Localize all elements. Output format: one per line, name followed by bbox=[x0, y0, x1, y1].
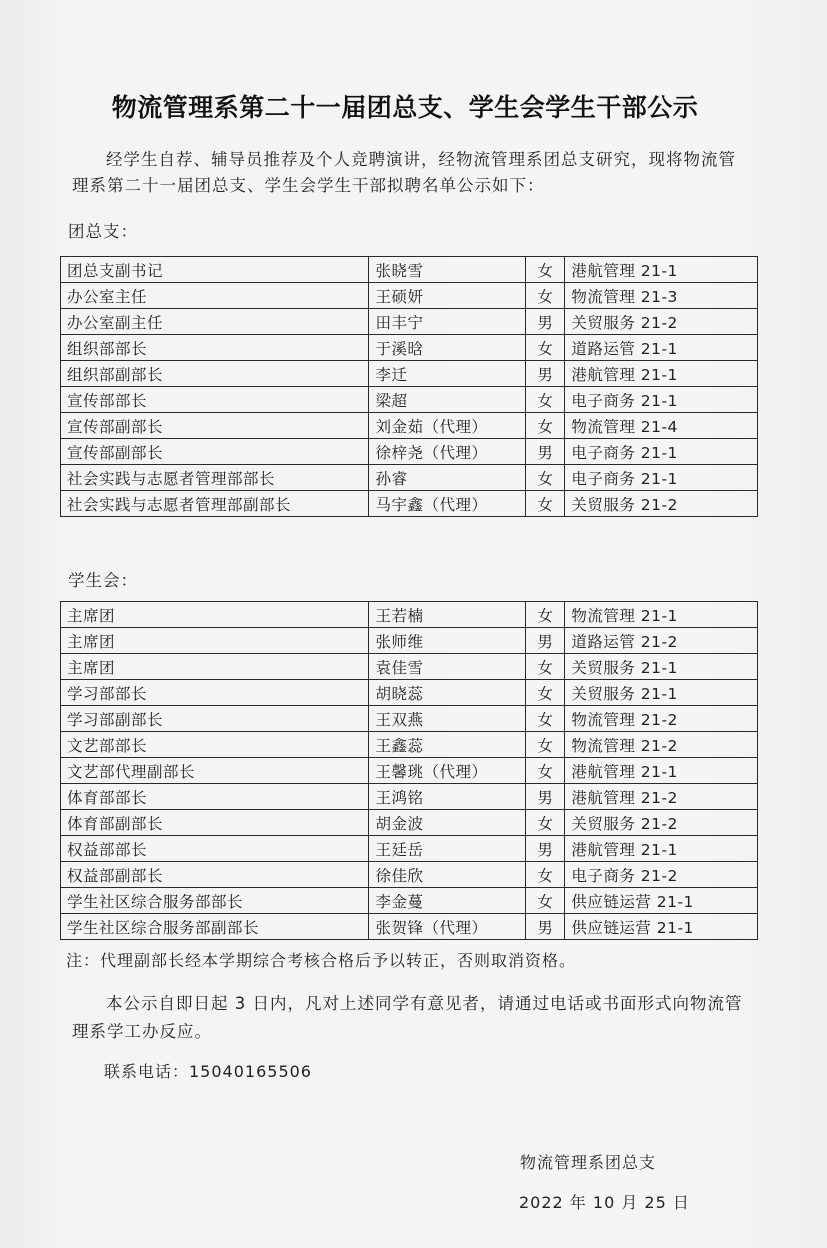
cell-class: 港航管理 21-1 bbox=[565, 257, 758, 283]
cell-name: 王若楠 bbox=[369, 602, 526, 628]
cell-gender: 男 bbox=[526, 628, 565, 654]
table-row bbox=[61, 465, 758, 491]
cell-name: 王双燕 bbox=[369, 706, 526, 732]
cell-name: 刘金茹（代理） bbox=[369, 413, 526, 439]
cell-gender: 女 bbox=[526, 654, 565, 680]
cell-position: 团总支副书记 bbox=[61, 257, 369, 283]
cell-class: 物流管理 21-2 bbox=[565, 706, 758, 732]
cell-class: 电子商务 21-2 bbox=[565, 862, 758, 888]
cell-class: 物流管理 21-3 bbox=[565, 283, 758, 309]
cell-name: 王廷岳 bbox=[369, 836, 526, 862]
cell-position: 文艺部代理副部长 bbox=[61, 758, 369, 784]
notice-paragraph: 本公示自即日起 3 日内，凡对上述同学有意见者，请通过电话或书面形式向物流管理系学工办反应。 bbox=[72, 994, 743, 1041]
cell-gender: 女 bbox=[526, 283, 565, 309]
cell-position: 宣传部副部长 bbox=[61, 413, 369, 439]
cell-position: 学习部部长 bbox=[61, 680, 369, 706]
cell-class: 关贸服务 21-2 bbox=[565, 810, 758, 836]
cell-class: 港航管理 21-1 bbox=[565, 836, 758, 862]
cell-position: 社会实践与志愿者管理部副部长 bbox=[61, 491, 369, 517]
league-section-label: 团总支： bbox=[68, 222, 138, 241]
cell-name: 胡金波 bbox=[369, 810, 526, 836]
cell-gender: 女 bbox=[526, 862, 565, 888]
cell-gender: 女 bbox=[526, 888, 565, 914]
cell-gender: 女 bbox=[526, 706, 565, 732]
cell-gender: 女 bbox=[526, 602, 565, 628]
cell-position: 主席团 bbox=[61, 602, 369, 628]
cell-position: 权益部部长 bbox=[61, 836, 369, 862]
league-table bbox=[60, 256, 758, 517]
cell-gender: 女 bbox=[526, 387, 565, 413]
cell-gender: 男 bbox=[526, 361, 565, 387]
cell-gender: 女 bbox=[526, 257, 565, 283]
table-row bbox=[61, 680, 758, 706]
intro-paragraph: 经学生自荐、辅导员推荐及个人竞聘演讲，经物流管理系团总支研究，现将物流管理系第二十一届团总支、学生会学生干部拟聘名单公示如下： bbox=[72, 150, 736, 195]
table-row bbox=[61, 335, 758, 361]
cell-position: 宣传部部长 bbox=[61, 387, 369, 413]
cell-gender: 男 bbox=[526, 439, 565, 465]
cell-class: 港航管理 21-1 bbox=[565, 758, 758, 784]
cell-name: 张晓雪 bbox=[369, 257, 526, 283]
cell-name: 李迁 bbox=[369, 361, 526, 387]
cell-name: 王鑫蕊 bbox=[369, 732, 526, 758]
cell-name: 胡晓蕊 bbox=[369, 680, 526, 706]
cell-position: 办公室主任 bbox=[61, 283, 369, 309]
cell-gender: 女 bbox=[526, 758, 565, 784]
cell-class: 港航管理 21-2 bbox=[565, 784, 758, 810]
table-row bbox=[61, 758, 758, 784]
cell-position: 社会实践与志愿者管理部部长 bbox=[61, 465, 369, 491]
table-row bbox=[61, 706, 758, 732]
cell-class: 供应链运营 21-1 bbox=[565, 914, 758, 940]
cell-class: 电子商务 21-1 bbox=[565, 387, 758, 413]
table-row bbox=[61, 810, 758, 836]
cell-gender: 男 bbox=[526, 309, 565, 335]
signature-organization: 物流管理系团总支 bbox=[520, 1153, 657, 1172]
cell-name: 徐佳欣 bbox=[369, 862, 526, 888]
cell-position: 学生社区综合服务部部长 bbox=[61, 888, 369, 914]
cell-class: 道路运管 21-1 bbox=[565, 335, 758, 361]
table-row bbox=[61, 836, 758, 862]
cell-position: 文艺部部长 bbox=[61, 732, 369, 758]
cell-class: 物流管理 21-1 bbox=[565, 602, 758, 628]
cell-position: 办公室副主任 bbox=[61, 309, 369, 335]
signature-date: 2022 年 10 月 25 日 bbox=[519, 1193, 690, 1212]
cell-class: 物流管理 21-2 bbox=[565, 732, 758, 758]
table-row bbox=[61, 283, 758, 309]
cell-name: 袁佳雪 bbox=[369, 654, 526, 680]
cell-class: 供应链运营 21-1 bbox=[565, 888, 758, 914]
cell-gender: 男 bbox=[526, 914, 565, 940]
table-row bbox=[61, 628, 758, 654]
cell-name: 王鸿铭 bbox=[369, 784, 526, 810]
table-row bbox=[61, 413, 758, 439]
cell-position: 宣传部副部长 bbox=[61, 439, 369, 465]
cell-name: 李金蔓 bbox=[369, 888, 526, 914]
cell-class: 电子商务 21-1 bbox=[565, 439, 758, 465]
contact-phone: 联系电话：15040165506 bbox=[104, 1062, 312, 1081]
cell-gender: 女 bbox=[526, 732, 565, 758]
cell-position: 组织部副部长 bbox=[61, 361, 369, 387]
cell-gender: 女 bbox=[526, 413, 565, 439]
cell-name: 张贺锋（代理） bbox=[369, 914, 526, 940]
table-row bbox=[61, 784, 758, 810]
cell-gender: 女 bbox=[526, 491, 565, 517]
note-text: 注：代理副部长经本学期综合考核合格后予以转正，否则取消资格。 bbox=[66, 951, 577, 970]
cell-gender: 女 bbox=[526, 465, 565, 491]
cell-gender: 男 bbox=[526, 836, 565, 862]
cell-class: 关贸服务 21-2 bbox=[565, 491, 758, 517]
cell-class: 关贸服务 21-1 bbox=[565, 654, 758, 680]
cell-name: 于溪晗 bbox=[369, 335, 526, 361]
cell-class: 电子商务 21-1 bbox=[565, 465, 758, 491]
cell-name: 徐梓尧（代理） bbox=[369, 439, 526, 465]
table-row bbox=[61, 491, 758, 517]
cell-class: 道路运管 21-2 bbox=[565, 628, 758, 654]
cell-gender: 女 bbox=[526, 680, 565, 706]
page-title: 物流管理系第二十一届团总支、学生会学生干部公示 bbox=[111, 93, 699, 122]
union-table bbox=[60, 601, 758, 940]
union-section-label: 学生会： bbox=[68, 571, 138, 590]
table-row bbox=[61, 602, 758, 628]
cell-name: 孙睿 bbox=[369, 465, 526, 491]
cell-position: 学习部副部长 bbox=[61, 706, 369, 732]
table-row bbox=[61, 257, 758, 283]
cell-gender: 女 bbox=[526, 810, 565, 836]
cell-position: 主席团 bbox=[61, 654, 369, 680]
table-row bbox=[61, 914, 758, 940]
cell-position: 学生社区综合服务部副部长 bbox=[61, 914, 369, 940]
table-row bbox=[61, 439, 758, 465]
table-row bbox=[61, 732, 758, 758]
table-row bbox=[61, 387, 758, 413]
cell-class: 港航管理 21-1 bbox=[565, 361, 758, 387]
cell-class: 关贸服务 21-1 bbox=[565, 680, 758, 706]
cell-position: 体育部副部长 bbox=[61, 810, 369, 836]
cell-name: 王馨珧（代理） bbox=[369, 758, 526, 784]
table-row bbox=[61, 862, 758, 888]
cell-name: 王硕妍 bbox=[369, 283, 526, 309]
cell-class: 物流管理 21-4 bbox=[565, 413, 758, 439]
cell-position: 组织部部长 bbox=[61, 335, 369, 361]
table-row bbox=[61, 309, 758, 335]
cell-gender: 女 bbox=[526, 335, 565, 361]
cell-name: 田丰宁 bbox=[369, 309, 526, 335]
cell-position: 主席团 bbox=[61, 628, 369, 654]
cell-name: 梁超 bbox=[369, 387, 526, 413]
cell-position: 权益部副部长 bbox=[61, 862, 369, 888]
cell-name: 张师维 bbox=[369, 628, 526, 654]
table-row bbox=[61, 654, 758, 680]
cell-position: 体育部部长 bbox=[61, 784, 369, 810]
cell-class: 关贸服务 21-2 bbox=[565, 309, 758, 335]
cell-name: 马宇鑫（代理） bbox=[369, 491, 526, 517]
table-row bbox=[61, 361, 758, 387]
cell-gender: 男 bbox=[526, 784, 565, 810]
table-row bbox=[61, 888, 758, 914]
